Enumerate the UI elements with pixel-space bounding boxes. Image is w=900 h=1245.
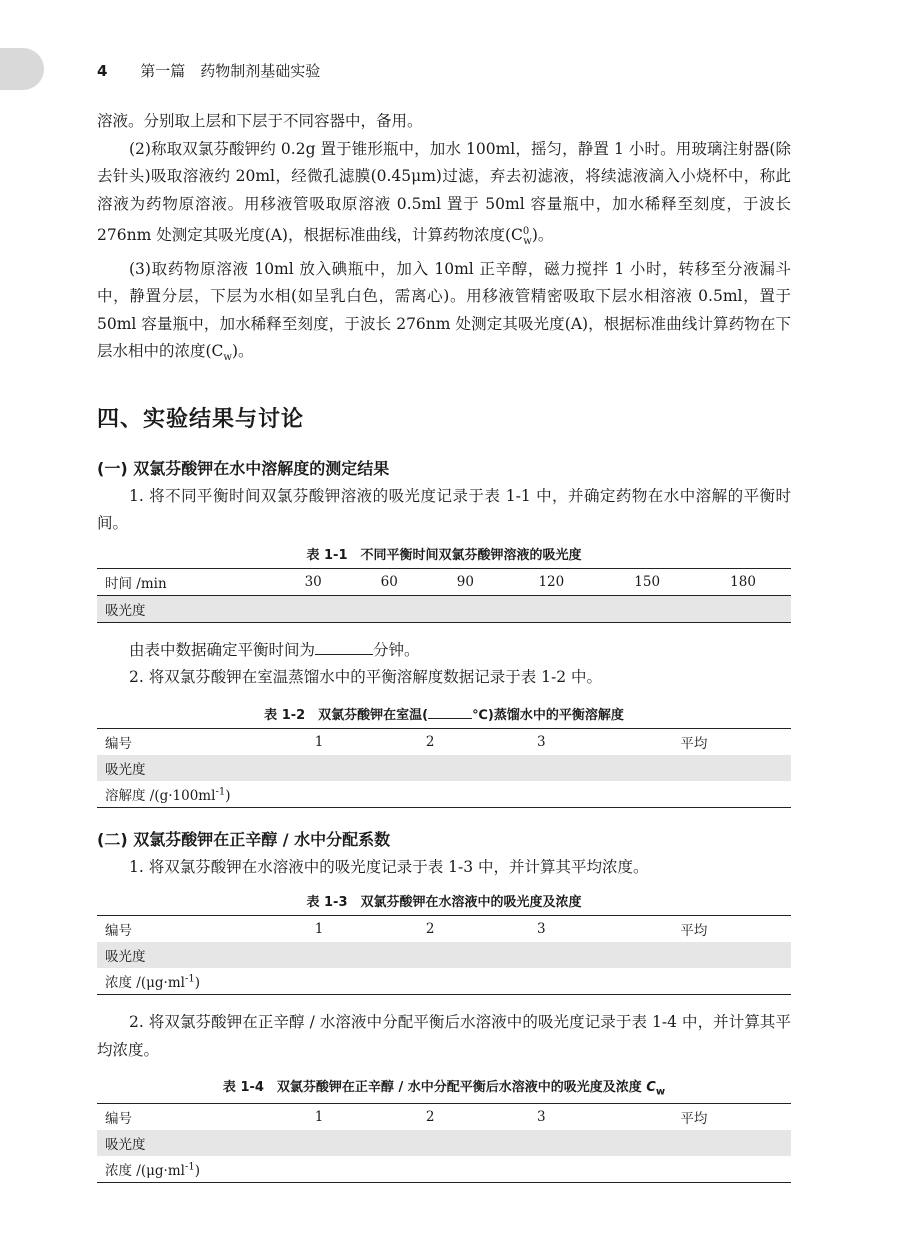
table-row: 浓度 $/(\mu g\cdot ml^{-1})$ xyxy=(105,973,200,992)
table-row: 溶解度 $/(g\cdot 100ml^{-1})$ xyxy=(105,786,231,804)
table-caption: 表 1-4 双氯芬酸钾在正辛醇 / 水中分配平衡后水溶液中的吸光度及浓度 $C_w$ xyxy=(222,1080,666,1098)
table-header-row: 编号 1 2 3 平均 xyxy=(105,733,708,752)
table-caption: 表 1-3 双氯芬酸钾在水溶液中的吸光度及浓度 xyxy=(306,895,582,911)
table-header-row: 时间 /min 30 60 90 120 150 180 xyxy=(97,568,791,595)
table-header-row: 编号 1 2 3 平均 xyxy=(105,921,708,940)
section-heading: 四、实验结果与讨论 xyxy=(97,406,305,432)
subsection-heading: (一) 双氯芬酸钾在水中溶解度的测定结果 xyxy=(97,458,390,478)
paragraph-step-3: (3)取药物原溶液 10ml 放入碘瓶中，加入 10ml 正辛醇，磁力搅拌 1 小时，转移至分液漏斗中，静置分层，下层为水相(如呈乳白色，需离心)。用移液管精密吸取下层水相溶液 0.5ml，置于 50ml 容量瓶中，加水稀释至刻度，于波长 276nm 处测定其吸光度(A)，根据标准曲线计算药物在下层水相中的浓度$(C_w)$。 xyxy=(97,259,791,364)
paragraph: 1. 将双氯芬酸钾在水溶液中的吸光度记录于表 1-3 中，并计算其平均浓度。 xyxy=(129,857,649,876)
page-body xyxy=(97,108,791,1183)
fill-blank[interactable] xyxy=(428,717,472,719)
table-caption: 表 1-2 双氯芬酸钾在室温( ℃)蒸馏水中的平衡溶解度 xyxy=(264,707,624,723)
paragraph-equilibrium: 由表中数据确定平衡时间为 分钟。 xyxy=(129,640,420,659)
paragraph: 溶液。分别取上层和下层于不同容器中，备用。 xyxy=(97,112,423,130)
table-header-row: 编号 1 2 3 平均 xyxy=(105,1108,708,1127)
page-edge-tab xyxy=(0,48,44,90)
paragraph: 2. 将双氯芬酸钾在正辛醇 / 水溶液中分配平衡后水溶液中的吸光度记录于表 1-4 中，并计算其平均浓度。 xyxy=(97,1013,791,1059)
table-1-1 xyxy=(97,568,791,623)
paragraph: 1. 将不同平衡时间双氯芬酸钾溶液的吸光度记录于表 1-1 中，并确定药物在水中溶解的平衡时间。 xyxy=(97,486,791,533)
table-1-2 xyxy=(97,728,791,808)
table-1-3 xyxy=(97,915,791,995)
table-row: 吸光度 xyxy=(97,755,791,781)
running-header xyxy=(97,60,320,81)
paragraph-step-2: (2)称取双氯芬酸钾约 0.2g 置于锥形瓶中，加水 100ml，摇匀，静置 1 小时。用玻璃注射器(除去针头)吸取溶液约 20ml，经微孔滤膜(0.45μm)过滤，弃去初滤液，将续滤液滴入小烧杯中，称此溶液为药物原溶液。用移液管吸取原溶液 0.5ml 置于 50ml 容量瓶中，加水稀释至刻度，于波长 276nm 处测定其吸光度(A)，根据标准曲线，计算药物浓度$(C^0_w)$。 xyxy=(97,139,791,248)
table-caption: 表 1-1 不同平衡时间双氯芬酸钾溶液的吸光度 xyxy=(306,547,582,563)
table-row: 吸光度 xyxy=(97,595,791,622)
table-row: 吸光度 xyxy=(97,942,791,968)
table-1-4 xyxy=(97,1103,791,1183)
section-title: 第一篇 药物制剂基础实验 xyxy=(140,62,321,80)
page-number: 4 xyxy=(97,62,108,80)
subsection-heading: (二) 双氯芬酸钾在正辛醇 / 水中分配系数 xyxy=(97,829,391,849)
table-row: 浓度 $/(\mu g\cdot ml^{-1})$ xyxy=(105,1161,200,1179)
paragraph: 2. 将双氯芬酸钾在室温蒸馏水中的平衡溶解度数据记录于表 1-2 中。 xyxy=(129,668,603,687)
fill-blank[interactable] xyxy=(315,653,373,655)
table-row: 吸光度 xyxy=(97,1130,791,1156)
